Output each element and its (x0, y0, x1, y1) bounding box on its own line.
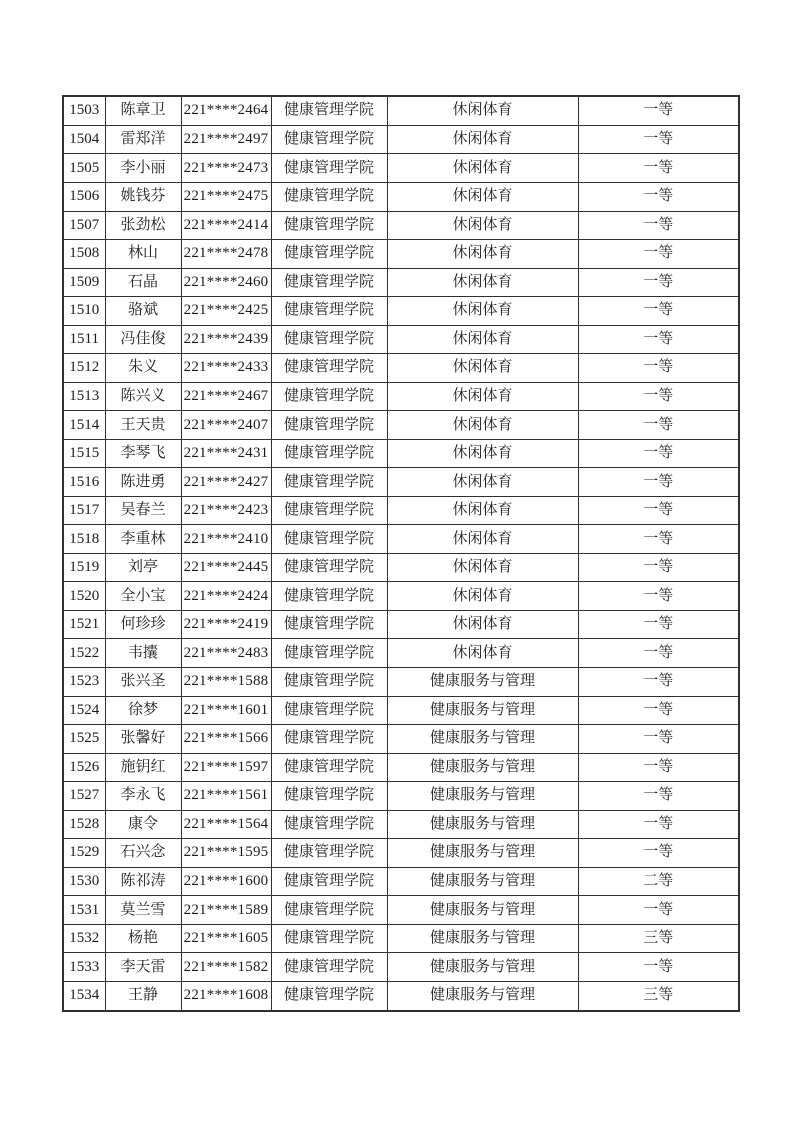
cell-student-id: 221****2478 (181, 240, 271, 269)
cell-index: 1504 (63, 125, 105, 154)
cell-student-name: 莫兰雪 (105, 896, 181, 925)
cell-award-level: 二等 (578, 867, 739, 896)
cell-index: 1521 (63, 610, 105, 639)
table-row (63, 896, 739, 925)
cell-student-id: 221****2473 (181, 154, 271, 183)
cell-college: 健康管理学院 (271, 924, 387, 953)
cell-student-id: 221****2431 (181, 439, 271, 468)
cell-award-level: 一等 (578, 354, 739, 383)
cell-student-id: 221****1561 (181, 782, 271, 811)
table-row (63, 810, 739, 839)
cell-student-name: 林山 (105, 240, 181, 269)
cell-award-level: 一等 (578, 211, 739, 240)
table-row (63, 439, 739, 468)
cell-award-level: 三等 (578, 981, 739, 1011)
cell-student-id: 221****1588 (181, 668, 271, 697)
cell-major: 休闲体育 (387, 610, 578, 639)
cell-award-level: 一等 (578, 639, 739, 668)
cell-index: 1525 (63, 725, 105, 754)
cell-student-id: 221****2419 (181, 610, 271, 639)
cell-award-level: 一等 (578, 668, 739, 697)
cell-college: 健康管理学院 (271, 496, 387, 525)
cell-index: 1527 (63, 782, 105, 811)
cell-student-id: 221****2439 (181, 325, 271, 354)
cell-index: 1518 (63, 525, 105, 554)
cell-student-id: 221****1605 (181, 924, 271, 953)
cell-major: 休闲体育 (387, 382, 578, 411)
cell-major: 休闲体育 (387, 582, 578, 611)
cell-college: 健康管理学院 (271, 725, 387, 754)
cell-student-name: 李小丽 (105, 154, 181, 183)
cell-student-name: 全小宝 (105, 582, 181, 611)
cell-student-name: 石晶 (105, 268, 181, 297)
table-row (63, 553, 739, 582)
cell-student-id: 221****2424 (181, 582, 271, 611)
cell-college: 健康管理学院 (271, 553, 387, 582)
table-row (63, 924, 739, 953)
cell-major: 健康服务与管理 (387, 981, 578, 1011)
cell-major: 休闲体育 (387, 268, 578, 297)
cell-major: 健康服务与管理 (387, 839, 578, 868)
cell-award-level: 一等 (578, 154, 739, 183)
cell-major: 健康服务与管理 (387, 725, 578, 754)
table-row (63, 981, 739, 1011)
cell-student-name: 康令 (105, 810, 181, 839)
cell-award-level: 一等 (578, 553, 739, 582)
table-row (63, 725, 739, 754)
cell-college: 健康管理学院 (271, 525, 387, 554)
table-row (63, 668, 739, 697)
table-row (63, 953, 739, 982)
cell-major: 健康服务与管理 (387, 953, 578, 982)
cell-student-name: 冯佳俊 (105, 325, 181, 354)
cell-index: 1532 (63, 924, 105, 953)
table-row (63, 610, 739, 639)
cell-index: 1523 (63, 668, 105, 697)
table-row (63, 354, 739, 383)
cell-college: 健康管理学院 (271, 696, 387, 725)
cell-student-name: 骆斌 (105, 297, 181, 326)
cell-college: 健康管理学院 (271, 839, 387, 868)
cell-student-name: 朱义 (105, 354, 181, 383)
cell-major: 健康服务与管理 (387, 896, 578, 925)
cell-index: 1514 (63, 411, 105, 440)
cell-index: 1513 (63, 382, 105, 411)
cell-index: 1530 (63, 867, 105, 896)
cell-major: 休闲体育 (387, 411, 578, 440)
cell-student-name: 韦攮 (105, 639, 181, 668)
cell-student-id: 221****2407 (181, 411, 271, 440)
cell-student-name: 张兴圣 (105, 668, 181, 697)
cell-award-level: 一等 (578, 411, 739, 440)
cell-student-id: 221****2423 (181, 496, 271, 525)
cell-college: 健康管理学院 (271, 639, 387, 668)
cell-college: 健康管理学院 (271, 411, 387, 440)
award-list-table-body (63, 96, 739, 1011)
cell-student-id: 221****1600 (181, 867, 271, 896)
table-row (63, 96, 739, 125)
cell-major: 健康服务与管理 (387, 696, 578, 725)
cell-college: 健康管理学院 (271, 96, 387, 125)
cell-student-id: 221****1589 (181, 896, 271, 925)
cell-student-id: 221****2425 (181, 297, 271, 326)
cell-index: 1517 (63, 496, 105, 525)
cell-award-level: 三等 (578, 924, 739, 953)
cell-index: 1520 (63, 582, 105, 611)
table-row (63, 182, 739, 211)
cell-index: 1533 (63, 953, 105, 982)
cell-college: 健康管理学院 (271, 981, 387, 1011)
table-row (63, 839, 739, 868)
cell-index: 1531 (63, 896, 105, 925)
cell-index: 1524 (63, 696, 105, 725)
cell-index: 1503 (63, 96, 105, 125)
cell-college: 健康管理学院 (271, 125, 387, 154)
cell-college: 健康管理学院 (271, 668, 387, 697)
cell-student-id: 221****2433 (181, 354, 271, 383)
cell-award-level: 一等 (578, 496, 739, 525)
cell-student-name: 张劲松 (105, 211, 181, 240)
cell-index: 1529 (63, 839, 105, 868)
cell-major: 健康服务与管理 (387, 867, 578, 896)
cell-index: 1515 (63, 439, 105, 468)
cell-college: 健康管理学院 (271, 753, 387, 782)
cell-major: 健康服务与管理 (387, 810, 578, 839)
cell-student-name: 李重林 (105, 525, 181, 554)
cell-award-level: 一等 (578, 810, 739, 839)
cell-index: 1508 (63, 240, 105, 269)
cell-student-name: 刘亭 (105, 553, 181, 582)
table-row (63, 325, 739, 354)
cell-major: 休闲体育 (387, 240, 578, 269)
table-row (63, 782, 739, 811)
cell-college: 健康管理学院 (271, 782, 387, 811)
cell-major: 休闲体育 (387, 211, 578, 240)
cell-college: 健康管理学院 (271, 953, 387, 982)
table-row (63, 382, 739, 411)
cell-award-level: 一等 (578, 382, 739, 411)
cell-index: 1510 (63, 297, 105, 326)
cell-student-name: 李天雷 (105, 953, 181, 982)
cell-award-level: 一等 (578, 325, 739, 354)
cell-major: 休闲体育 (387, 639, 578, 668)
cell-major: 休闲体育 (387, 125, 578, 154)
cell-award-level: 一等 (578, 297, 739, 326)
cell-major: 休闲体育 (387, 354, 578, 383)
table-row (63, 125, 739, 154)
table-row (63, 696, 739, 725)
cell-college: 健康管理学院 (271, 468, 387, 497)
cell-major: 休闲体育 (387, 439, 578, 468)
cell-student-name: 雷郑洋 (105, 125, 181, 154)
table-row (63, 639, 739, 668)
cell-college: 健康管理学院 (271, 896, 387, 925)
cell-student-id: 221****2464 (181, 96, 271, 125)
cell-student-name: 徐梦 (105, 696, 181, 725)
cell-college: 健康管理学院 (271, 297, 387, 326)
cell-college: 健康管理学院 (271, 810, 387, 839)
cell-student-id: 221****1601 (181, 696, 271, 725)
cell-student-name: 李永飞 (105, 782, 181, 811)
cell-student-name: 石兴念 (105, 839, 181, 868)
cell-college: 健康管理学院 (271, 354, 387, 383)
cell-award-level: 一等 (578, 468, 739, 497)
cell-award-level: 一等 (578, 725, 739, 754)
table-row (63, 867, 739, 896)
cell-college: 健康管理学院 (271, 382, 387, 411)
cell-index: 1522 (63, 639, 105, 668)
cell-award-level: 一等 (578, 610, 739, 639)
cell-index: 1534 (63, 981, 105, 1011)
cell-major: 健康服务与管理 (387, 753, 578, 782)
cell-student-id: 221****2445 (181, 553, 271, 582)
cell-college: 健康管理学院 (271, 211, 387, 240)
cell-college: 健康管理学院 (271, 325, 387, 354)
cell-college: 健康管理学院 (271, 240, 387, 269)
cell-student-id: 221****2410 (181, 525, 271, 554)
cell-major: 休闲体育 (387, 553, 578, 582)
cell-college: 健康管理学院 (271, 439, 387, 468)
cell-student-id: 221****2460 (181, 268, 271, 297)
cell-student-name: 姚钱芬 (105, 182, 181, 211)
table-row (63, 582, 739, 611)
cell-award-level: 一等 (578, 240, 739, 269)
cell-award-level: 一等 (578, 96, 739, 125)
cell-index: 1519 (63, 553, 105, 582)
cell-award-level: 一等 (578, 953, 739, 982)
cell-college: 健康管理学院 (271, 268, 387, 297)
cell-award-level: 一等 (578, 439, 739, 468)
cell-major: 休闲体育 (387, 468, 578, 497)
cell-student-id: 221****1582 (181, 953, 271, 982)
cell-student-id: 221****2427 (181, 468, 271, 497)
cell-index: 1516 (63, 468, 105, 497)
cell-student-id: 221****1597 (181, 753, 271, 782)
table-row (63, 211, 739, 240)
cell-major: 健康服务与管理 (387, 782, 578, 811)
cell-index: 1506 (63, 182, 105, 211)
cell-college: 健康管理学院 (271, 867, 387, 896)
cell-student-name: 王静 (105, 981, 181, 1011)
cell-major: 健康服务与管理 (387, 924, 578, 953)
cell-student-name: 何珍珍 (105, 610, 181, 639)
cell-award-level: 一等 (578, 753, 739, 782)
cell-major: 休闲体育 (387, 154, 578, 183)
cell-award-level: 一等 (578, 896, 739, 925)
cell-award-level: 一等 (578, 839, 739, 868)
cell-student-name: 杨艳 (105, 924, 181, 953)
cell-student-name: 陈进勇 (105, 468, 181, 497)
table-row (63, 240, 739, 269)
cell-major: 休闲体育 (387, 496, 578, 525)
cell-award-level: 一等 (578, 525, 739, 554)
table-row (63, 525, 739, 554)
cell-major: 休闲体育 (387, 525, 578, 554)
cell-student-name: 李琴飞 (105, 439, 181, 468)
award-list-table (62, 95, 740, 1012)
cell-major: 健康服务与管理 (387, 668, 578, 697)
table-row (63, 297, 739, 326)
cell-student-name: 张馨好 (105, 725, 181, 754)
cell-college: 健康管理学院 (271, 182, 387, 211)
cell-student-id: 221****2414 (181, 211, 271, 240)
cell-index: 1511 (63, 325, 105, 354)
table-row (63, 411, 739, 440)
table-row (63, 468, 739, 497)
cell-student-id: 221****2467 (181, 382, 271, 411)
cell-college: 健康管理学院 (271, 582, 387, 611)
cell-college: 健康管理学院 (271, 154, 387, 183)
cell-index: 1507 (63, 211, 105, 240)
cell-index: 1509 (63, 268, 105, 297)
cell-student-id: 221****2497 (181, 125, 271, 154)
cell-index: 1528 (63, 810, 105, 839)
cell-index: 1512 (63, 354, 105, 383)
cell-award-level: 一等 (578, 696, 739, 725)
cell-student-id: 221****1564 (181, 810, 271, 839)
cell-student-id: 221****2475 (181, 182, 271, 211)
cell-index: 1505 (63, 154, 105, 183)
cell-student-name: 施钥红 (105, 753, 181, 782)
cell-student-id: 221****1566 (181, 725, 271, 754)
cell-college: 健康管理学院 (271, 610, 387, 639)
cell-index: 1526 (63, 753, 105, 782)
cell-student-id: 221****1595 (181, 839, 271, 868)
cell-major: 休闲体育 (387, 297, 578, 326)
table-row (63, 268, 739, 297)
cell-award-level: 一等 (578, 582, 739, 611)
cell-major: 休闲体育 (387, 325, 578, 354)
cell-award-level: 一等 (578, 268, 739, 297)
cell-major: 休闲体育 (387, 96, 578, 125)
cell-student-name: 陈祁涛 (105, 867, 181, 896)
cell-award-level: 一等 (578, 782, 739, 811)
cell-student-name: 王天贵 (105, 411, 181, 440)
cell-award-level: 一等 (578, 182, 739, 211)
cell-student-name: 吴春兰 (105, 496, 181, 525)
cell-student-id: 221****2483 (181, 639, 271, 668)
table-row (63, 154, 739, 183)
cell-major: 休闲体育 (387, 182, 578, 211)
cell-student-name: 陈章卫 (105, 96, 181, 125)
cell-student-name: 陈兴义 (105, 382, 181, 411)
table-row (63, 496, 739, 525)
cell-award-level: 一等 (578, 125, 739, 154)
table-row (63, 753, 739, 782)
cell-student-id: 221****1608 (181, 981, 271, 1011)
